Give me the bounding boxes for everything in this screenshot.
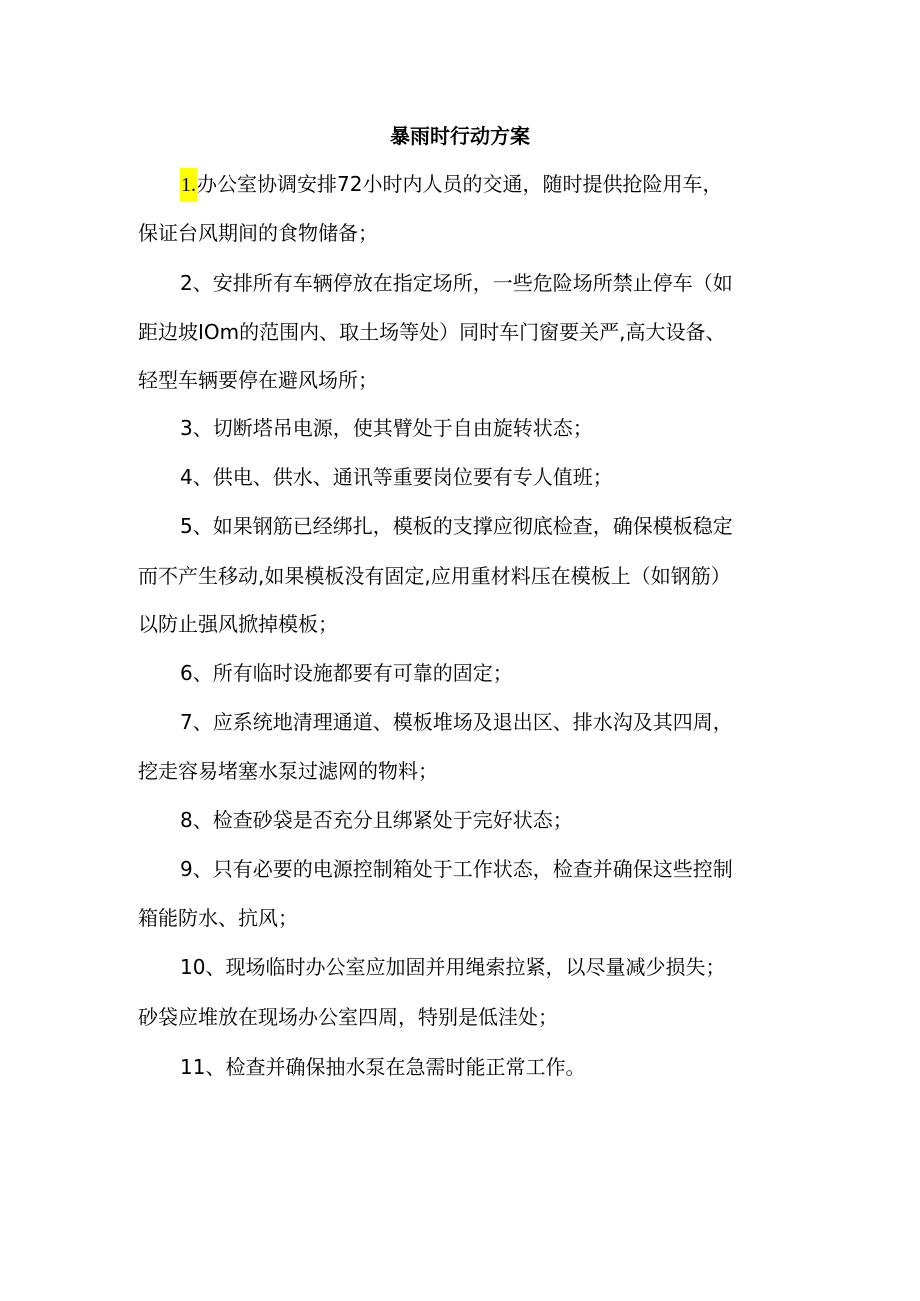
- page-title: 暴雨时行动方案: [390, 124, 530, 148]
- highlighted-item-number: 1.: [180, 168, 197, 202]
- paragraph-line: 5、如果钢筋已经绑扎，模板的支撑应彻底检查，确保模板稳定: [180, 514, 733, 538]
- paragraph-line: 11、检查并确保抽水泵在急需时能正常工作。: [180, 1055, 586, 1079]
- paragraph-line: 4、供电、供水、通讯等重要岗位要有专人值班；: [180, 465, 613, 489]
- paragraph-line: 2、安排所有车辆停放在指定场所，一些危险场所禁止停车（如: [180, 271, 733, 295]
- paragraph-line: [180, 167, 788, 201]
- paragraph-line: 保证台风期间的食物储备；: [138, 221, 378, 245]
- paragraph-line: 10、现场临时办公室应加固并用绳索拉紧，以尽量减少损失；: [180, 955, 726, 979]
- paragraph-line: 3、切断塔吊电源，使其臂处于自由旋转状态；: [180, 416, 593, 440]
- paragraph-line: 距边坡IOm的范围内、取土场等处）同时车门窗要关严,高大设备、: [138, 320, 726, 344]
- paragraph-line: 以防止强风掀掉模板；: [138, 612, 338, 636]
- paragraph-line: 砂袋应堆放在现场办公室四周，特别是低洼处；: [138, 1005, 558, 1029]
- paragraph-line: 箱能防水、抗风；: [138, 906, 298, 930]
- paragraph-line: 9、只有必要的电源控制箱处于工作状态，检查并确保这些控制: [180, 857, 733, 881]
- paragraph-line: 而不产生移动,如果模板没有固定,应用重材料压在模板上（如钢筋）: [138, 564, 731, 588]
- paragraph-line: 8、检查砂袋是否充分且绑紧处于完好状态；: [180, 808, 573, 832]
- paragraph-line: 轻型车辆要停在避风场所；: [138, 368, 378, 392]
- paragraph-line: 7、应系统地清理通道、模板堆场及退出区、排水沟及其四周，: [180, 710, 733, 734]
- paragraph-line: 挖走容易堵塞水泵过滤网的物料；: [138, 759, 438, 783]
- line-text: 办公室协调安排72小时内人员的交通，随时提供抢险用车，: [197, 172, 723, 196]
- paragraph-line: 6、所有临时设施都要有可靠的固定；: [180, 661, 513, 685]
